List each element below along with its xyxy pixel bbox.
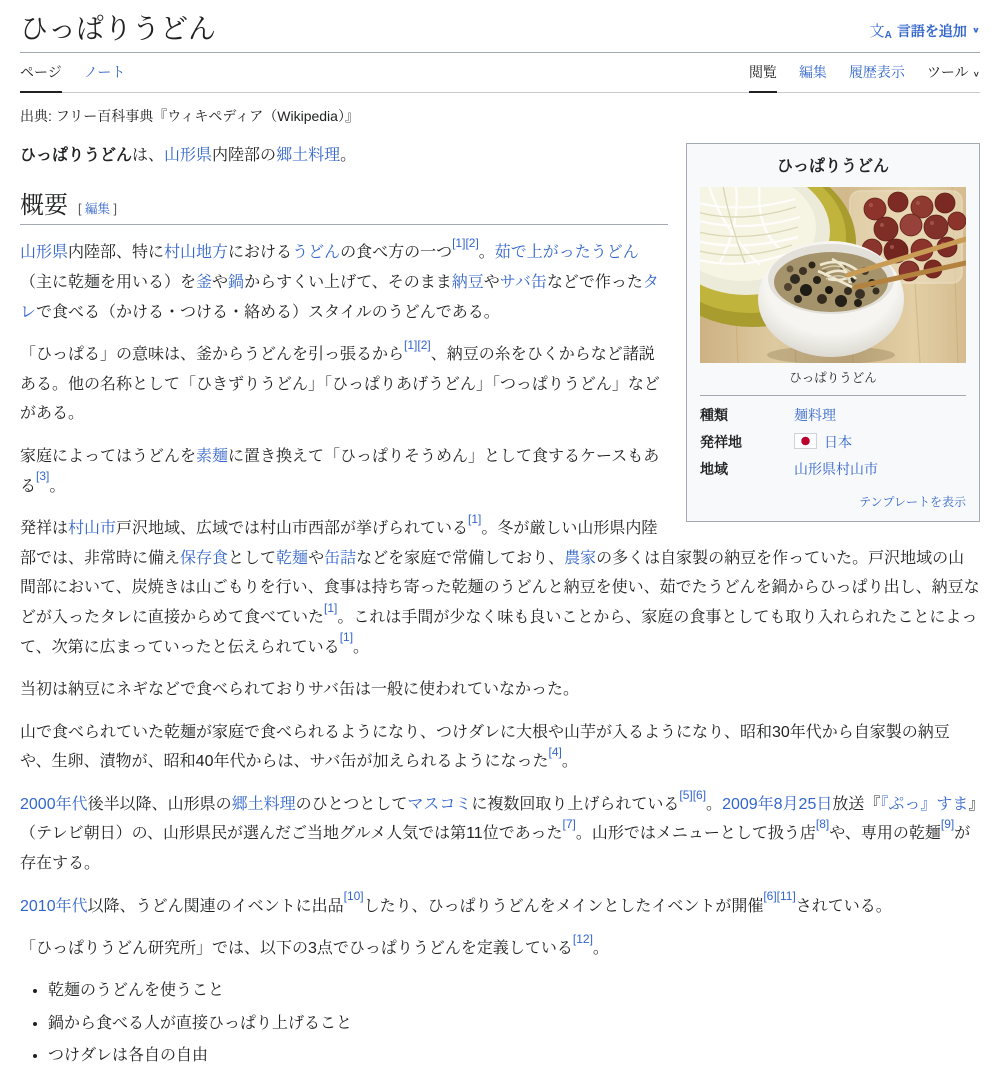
infobox-label: 発祥地: [700, 434, 742, 451]
view-tabs: [749, 53, 980, 92]
text-run: 。山形ではメニューとして扱う店: [575, 825, 816, 843]
ref-link[interactable]: [6]: [692, 787, 707, 802]
infobox-row-type: [700, 402, 966, 429]
ref-link[interactable]: [1]: [339, 630, 354, 645]
wiki-link[interactable]: 2000年代: [20, 795, 88, 813]
text-run: 後半以降、山形県の: [87, 795, 232, 813]
text-run: 戸沢地域、広域では村山市西部が挙げられている: [116, 520, 469, 538]
chevron-down-icon: ∨: [972, 69, 980, 79]
text-run: 』（テレビ朝日）の、山形県民が選んだご当地グルメ人気では第11位であった: [20, 795, 977, 843]
wiki-link[interactable]: 山形県: [164, 146, 213, 164]
wiki-link[interactable]: 麺料理: [794, 407, 836, 424]
tab-read[interactable]: 閲覧: [749, 53, 777, 92]
article-content: [20, 141, 980, 1071]
wiki-link[interactable]: 2009年8月25日: [722, 795, 833, 813]
text-run: などで作った: [546, 273, 643, 291]
text-run: 発祥は: [20, 520, 69, 538]
infobox-caption: ひっぱりうどん: [789, 370, 877, 385]
paragraph: [20, 718, 980, 777]
wiki-link[interactable]: 郷土料理: [276, 146, 341, 164]
chevron-down-icon: ∨: [971, 26, 980, 35]
text-run: 。: [561, 753, 578, 771]
text-run: 。: [49, 477, 66, 495]
paragraph: [20, 511, 980, 662]
paragraph: [20, 931, 980, 964]
text-run: が存在する。: [20, 825, 971, 873]
ref-link[interactable]: [8]: [815, 817, 830, 832]
text-run: は、: [132, 146, 165, 164]
ref-link[interactable]: [4]: [548, 744, 562, 759]
wiki-link[interactable]: 農家: [564, 549, 597, 567]
text-run: 。: [706, 795, 723, 813]
page-title: ひっぱりうどん: [20, 13, 217, 44]
text-run: したり、ひっぱりうどんをメインとしたイベントが開催: [363, 897, 764, 915]
paragraph: [20, 787, 980, 879]
wiki-link[interactable]: 2010年代: [20, 897, 88, 915]
definition-list-item: • 乾麺のうどんを使うこと: [48, 977, 980, 1006]
text-run: や、専用の乾麺: [829, 825, 941, 843]
ref-link[interactable]: [1]: [324, 600, 338, 615]
definition-list-item: • つけダレは各自の自由: [48, 1042, 980, 1071]
wiki-link[interactable]: 釜: [196, 273, 213, 291]
text-run: の多くは自家製の納豆を作っていた。戸沢地域の山間部において、炭焼きは山ごもりを行い、食事は持ち寄った乾麺のうどんと納豆を使い、茹でたうどんを鍋からひっぱり出し、納豆などが入ったタレに直接からめて食べていた: [20, 549, 980, 626]
text-run: に置き換えて「ひっぱりそうめん」として食するケースもある: [20, 447, 660, 495]
ref-link[interactable]: [2]: [417, 337, 431, 352]
ref-link[interactable]: [1]: [404, 337, 418, 352]
text-run: や: [483, 273, 500, 291]
bold-term: ひっぱりうどん: [20, 146, 133, 164]
paragraph: [20, 675, 980, 705]
japan-flag-icon: [794, 433, 817, 449]
text-run: 「ひっぱる」の意味は、釜からうどんを引っ張るから: [20, 346, 405, 364]
wiki-link[interactable]: 郷土料理: [231, 795, 296, 813]
ref-link[interactable]: [9]: [940, 817, 955, 832]
wiki-link[interactable]: 素麺: [196, 447, 229, 465]
ref-link[interactable]: [1]: [452, 236, 466, 251]
wiki-link[interactable]: 山形県: [20, 244, 69, 262]
text-run: 。冬が厳しい山形県内陸部では、非常時に備え: [20, 520, 658, 567]
wiki-link[interactable]: 山形県村山市: [794, 461, 878, 478]
section-edit-link[interactable]: [ 編集 ]: [78, 202, 117, 217]
text-run: 山で食べられていた乾麺が家庭で食べられるようになり、つけダレに大根や山芋が入るようになり、昭和30年代から自家製の納豆や、生卵、漬物が、昭和40年代からは、サバ缶が加えられるようになった: [20, 723, 950, 771]
namespace-tabs: [20, 53, 125, 92]
text-run: の食べ方の一つ: [340, 244, 453, 262]
text-run: （主に乾麺を用いる）を: [20, 273, 197, 291]
infobox-rows: [700, 395, 966, 511]
tab-edit[interactable]: 編集: [798, 63, 827, 80]
ref-link[interactable]: [2]: [465, 236, 479, 251]
article-tab-bar: [20, 53, 980, 93]
wiki-link[interactable]: 茹で上がったうどん: [494, 244, 639, 262]
tools-menu-button[interactable]: ツール ∨: [926, 63, 980, 80]
ref-link[interactable]: [5]: [679, 787, 693, 802]
definition-list-item: • 鍋から食べる人が直接ひっぱり上げること: [48, 1010, 980, 1039]
ref-link[interactable]: [11]: [776, 889, 796, 904]
text-run: 家庭によってはうどんを: [20, 447, 197, 465]
wiki-link[interactable]: 納豆: [451, 273, 484, 291]
ref-link[interactable]: [3]: [36, 469, 50, 484]
text-run: 内陸部、特に: [68, 244, 165, 262]
edit-link-label[interactable]: 編集: [84, 202, 110, 217]
site-origin-line: 出典: フリー百科事典『ウィキペディア（Wikipedia）』: [20, 107, 359, 124]
ref-link[interactable]: [12]: [572, 931, 593, 946]
text-run: からすくい上げて、そのまま: [244, 273, 452, 291]
tab-talk[interactable]: ノート: [83, 63, 126, 80]
infobox-row-origin: [700, 429, 966, 456]
text-run: に複数回取り上げられている: [471, 795, 680, 813]
ref-link[interactable]: [1]: [468, 511, 482, 526]
wiki-link[interactable]: 『ぷっ』すま: [880, 795, 969, 813]
language-icon: 文$_A$: [869, 23, 892, 41]
show-template-link[interactable]: テンプレートを表示: [859, 495, 966, 510]
wiki-link[interactable]: サバ缶: [499, 273, 547, 291]
hippari-udon-photo: [700, 187, 966, 363]
infobox-photo[interactable]: [700, 187, 966, 363]
wiki-link[interactable]: 村山市: [68, 520, 117, 538]
text-run: 放送『: [832, 795, 881, 813]
text-run: や: [308, 549, 325, 567]
text-run: されている。: [795, 897, 892, 915]
text-run: や: [212, 273, 229, 291]
text-run: 「ひっぱりうどん研究所」では、以下の3点でひっぱりうどんを定義している: [20, 940, 573, 958]
wiki-link[interactable]: タレ: [20, 273, 659, 321]
text-run: 。: [353, 638, 370, 656]
wiki-link[interactable]: うどん: [292, 244, 341, 262]
text-run: 。: [592, 940, 609, 958]
text-run: 、納豆の糸をひくからなど諸説ある。他の名称として「ひきずりうどん」「ひっぱりあげうどん」「つっぱりうどん」などがある。: [20, 346, 660, 423]
text-run: などを家庭で常備しており、: [356, 549, 565, 567]
text-run: 以降、うどん関連のイベントに出品: [87, 897, 344, 915]
paragraph: [20, 889, 980, 922]
wiki-link[interactable]: マスコミ: [407, 795, 472, 813]
title-bar: [20, 0, 980, 53]
text-run: で食べる（かける・つける・絡める）スタイルのうどんである。: [36, 303, 500, 321]
text-run: における: [228, 244, 293, 262]
definition-list: [20, 977, 980, 1071]
infobox-title: ひっぱりうどん: [776, 157, 889, 175]
wiki-link[interactable]: 村山地方: [164, 244, 229, 262]
section-heading-overview: 概要 [ 編集 ]: [20, 190, 668, 225]
wiki-link[interactable]: 缶詰: [324, 549, 357, 567]
wiki-link[interactable]: 保存食: [180, 549, 229, 567]
text-run: として: [228, 549, 277, 567]
ref-link[interactable]: [10]: [343, 889, 364, 904]
text-run: 当初は納豆にネギなどで食べられておりサバ缶は一般に使われていなかった。: [20, 681, 580, 699]
wiki-link[interactable]: 乾麺: [276, 549, 309, 567]
text-run: 。: [340, 146, 357, 164]
infobox: [686, 143, 980, 523]
tab-page[interactable]: ページ: [20, 53, 62, 92]
add-language-button[interactable]: [870, 20, 980, 41]
text-run: 内陸部の: [212, 146, 277, 164]
ref-link[interactable]: [6]: [763, 889, 777, 904]
infobox-row-region: [700, 456, 966, 483]
wiki-link[interactable]: 鍋: [228, 273, 245, 291]
add-language-label: 言語を追加: [896, 22, 967, 39]
text-run: 。これは手間が少なく味も良いことから、家庭の食事としても取り入れられたことによって、次第に広まっていったと伝えられている: [20, 608, 978, 656]
wiki-link[interactable]: 日本: [824, 434, 852, 451]
infobox-label: 種類: [700, 407, 728, 424]
text-run: 。: [478, 244, 495, 262]
ref-link[interactable]: [7]: [562, 817, 576, 832]
infobox-label: 地域: [700, 461, 728, 478]
text-run: のひとつとして: [295, 795, 408, 813]
tab-history[interactable]: 履歴表示: [848, 63, 905, 80]
